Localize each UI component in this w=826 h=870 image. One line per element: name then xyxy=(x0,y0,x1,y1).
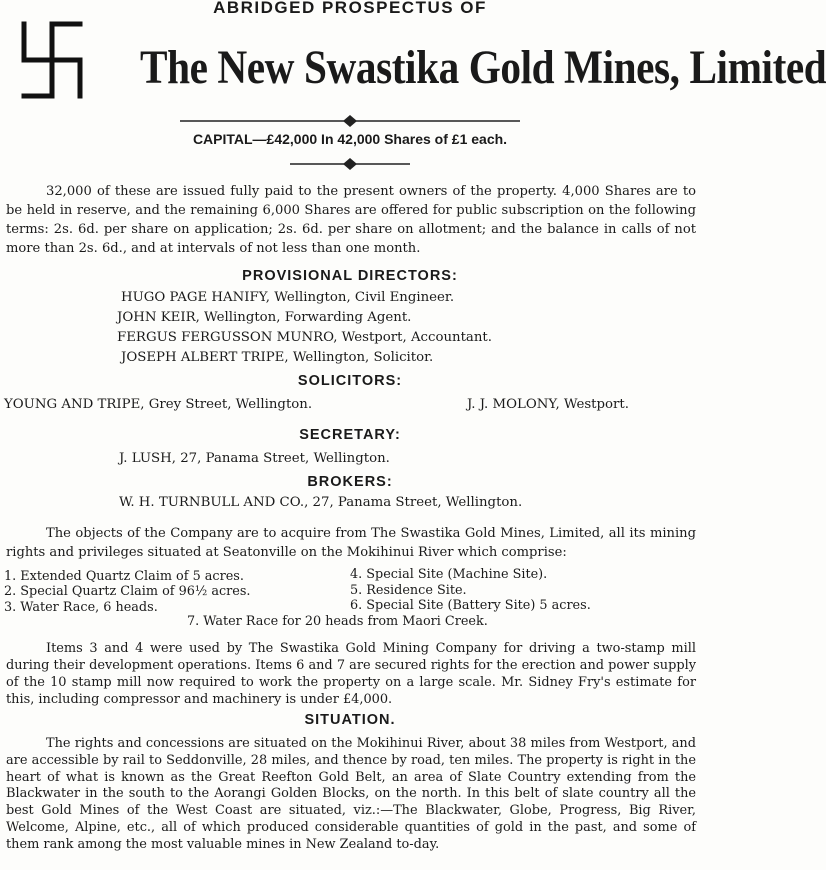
situation-text: The rights and concessions are situated on the Mokihinui River, about 38 miles from Westport, and are accessible by rail to Seddonville, 28 miles, and thence by road, ten miles. The property is right in the heart of what is known as the Great Reefton Gold Belt, an area of Slate Country extending from the Blackwater in the south to the Aorangi Golden Blocks, on the north. In this belt of slate country all the best Gold Mines of the West Coast are situated, viz.:—The Blackwater, Globe, Progress, Big River, Welcome, Alpine, etc., all of which produced considerable quantities of gold in the past, and some of them rank among the most valuable mines in New Zealand to-day. xyxy=(6,736,696,852)
solicitors-heading: SOLICITORS: xyxy=(297,373,403,389)
solicitors-left: YOUNG AND TRIPE, Grey Street, Wellington. xyxy=(4,397,313,412)
item-6: 6. Special Site (Battery Site) 5 acres. xyxy=(350,598,591,613)
situation-heading: SITUATION. xyxy=(304,712,396,728)
secretary-name: J. LUSH, 27, Panama Street, Wellington. xyxy=(119,451,390,466)
intro-paragraph xyxy=(6,182,696,258)
item-7: 7. Water Race for 20 heads from Maori Creek. xyxy=(187,614,488,629)
situation-paragraph xyxy=(6,736,696,854)
item-3: 3. Water Race, 6 heads. xyxy=(4,600,158,615)
secretary-heading: SECRETARY: xyxy=(299,427,401,443)
objects-paragraph xyxy=(6,524,696,562)
item-4: 4. Special Site (Machine Site). xyxy=(350,567,548,582)
item-2: 2. Special Quartz Claim of 96½ acres. xyxy=(4,584,251,599)
objects-text: The objects of the Company are to acquire from The Swastika Gold Mines, Limited, all its mining rights and privileges situated at Seatonville on the Mokihinui River which comprise: xyxy=(6,526,696,560)
director-3: FERGUS FERGUSSON MUNRO, Westport, Accountant. xyxy=(117,330,492,345)
director-4: JOSEPH ALBERT TRIPE, Wellington, Solicitor. xyxy=(121,350,434,365)
item-1: 1. Extended Quartz Claim of 5 acres. xyxy=(4,569,244,584)
brokers-heading: BROKERS: xyxy=(307,474,393,490)
director-1: HUGO PAGE HANIFY, Wellington, Civil Engineer. xyxy=(121,290,455,305)
items-text: Items 3 and 4 were used by The Swastika Gold Mining Company for driving a two-stamp mill during their development operations. Items 6 and 7 are secured rights for the erection and power supply of the 10 stamp mill now required to work the property on a large scale. Mr. Sidney Fry's estimate for this, including compressor and machinery is under £4,000. xyxy=(6,641,696,707)
items-paragraph xyxy=(6,640,696,708)
director-2: JOHN KEIR, Wellington, Forwarding Agent. xyxy=(117,310,412,325)
directors-heading: PROVISIONAL DIRECTORS: xyxy=(242,268,458,284)
prospectus-label: ABRIDGED PROSPECTUS OF xyxy=(213,0,487,17)
company-name: The New Swastika Gold Mines, Limited xyxy=(140,41,826,94)
solicitors-right: J. J. MOLONY, Westport. xyxy=(467,397,629,412)
item-5: 5. Residence Site. xyxy=(350,583,467,598)
brokers-name: W. H. TURNBULL AND CO., 27, Panama Street, Wellington. xyxy=(119,495,523,510)
ornament-divider xyxy=(180,114,520,128)
intro-text: 32,000 of these are issued fully paid to the present owners of the property. 4,000 Shares are to be held in reserve, and the remaining 6,000 Shares are offered for public subscription on the following terms: 2s. 6d. per share on application; 2s. 6d. per share on allotment; and the balance in calls of not more than 2s. 6d., and at intervals of not less than one month. xyxy=(6,184,696,256)
ornament-divider-small xyxy=(290,157,410,171)
swastika-logo-icon xyxy=(20,20,84,100)
capital-line: CAPITAL—£42,000 In 42,000 Shares of £1 each. xyxy=(192,131,508,147)
